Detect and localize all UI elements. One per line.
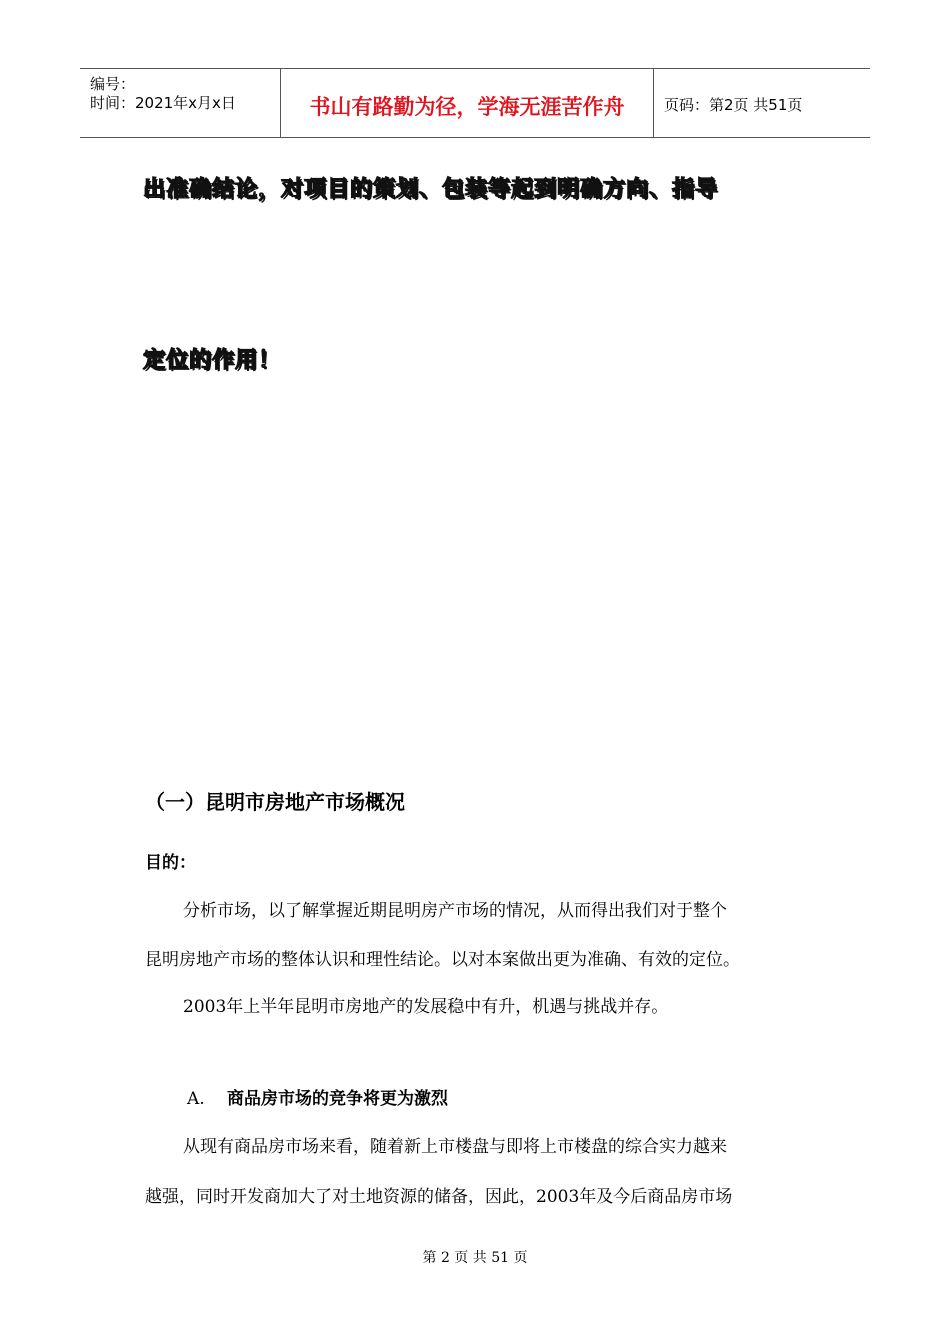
paragraph-1-line-1: 分析市场，以了解掌握近期昆明房产市场的情况，从而得出我们对于整个 xyxy=(183,901,727,921)
motto-text: 书山有路勤为径，学海无涯苦作舟 xyxy=(309,95,625,119)
paragraph-3-line-2: 越强，同时开发商加大了对土地资源的储备，因此，2003年及今后商品房市场 xyxy=(145,1187,733,1207)
paragraph-1-line-2: 昆明房地产市场的整体认识和理性结论。以对本案做出更为准确、有效的定位。 xyxy=(145,950,740,970)
page-footer: 第 2 页 共 51 页 xyxy=(422,1250,528,1266)
page-info: 页码：第2页 共51页 xyxy=(664,96,803,114)
serial-label: 编号： xyxy=(90,75,136,93)
header-meta-cell xyxy=(80,69,281,137)
decorative-text-line-1: 出准确结论，对项目的策划、包装等起到明确方向、指导 xyxy=(143,177,719,202)
paragraph-3-line-1: 从现有商品房市场来看，随着新上市楼盘与即将上市楼盘的综合实力越来 xyxy=(183,1137,727,1157)
subsection-a-title: 商品房市场的竞争将更为激烈 xyxy=(227,1089,448,1109)
paragraph-2: 2003年上半年昆明市房地产的发展稳中有升，机遇与挑战并存。 xyxy=(183,997,669,1017)
document-header xyxy=(80,68,870,138)
header-motto-cell xyxy=(281,69,654,137)
decorative-text-line-2: 定位的作用！ xyxy=(143,348,282,373)
purpose-label: 目的： xyxy=(145,853,196,873)
subsection-a-heading xyxy=(187,1084,448,1109)
header-page-cell xyxy=(654,69,870,137)
section-title: （一）昆明市房地产市场概况 xyxy=(145,790,405,814)
date-line: 时间：2021年x月x日 xyxy=(90,94,236,112)
subsection-a-number: A. xyxy=(187,1089,205,1109)
